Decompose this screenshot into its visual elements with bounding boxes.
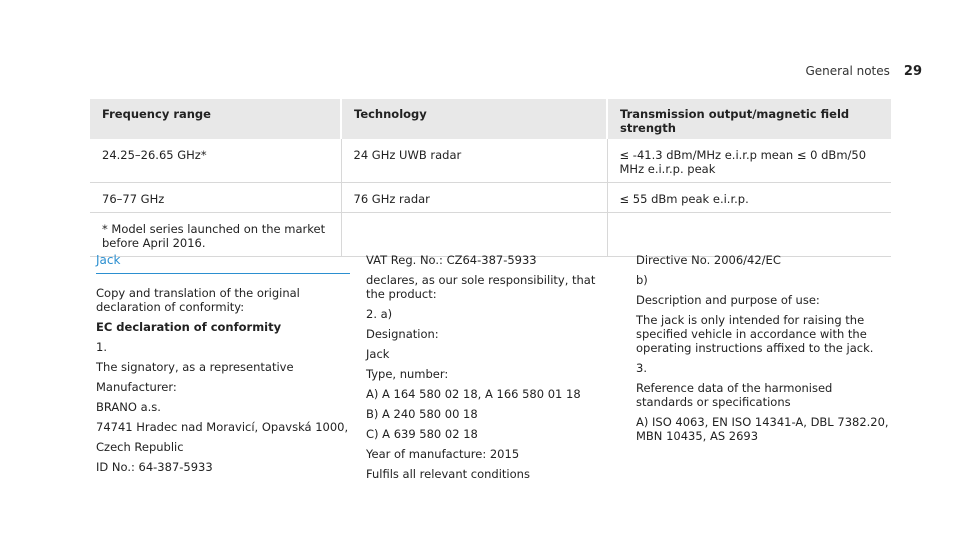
paragraph: A) ISO 4063, EN ISO 14341-A, DBL 7382.20, MBN 10435, AS 2693 bbox=[636, 415, 889, 443]
jack-heading: Jack bbox=[96, 253, 121, 267]
table-cell: 24.25–26.65 GHz* bbox=[90, 139, 341, 183]
table-cell: ≤ -41.3 dBm/MHz e.i.r.p mean ≤ 0 dBm/50 MHz e.i.r.p. peak bbox=[607, 139, 891, 183]
header-frequency-range: Frequency range bbox=[90, 99, 341, 139]
table-header-row bbox=[90, 99, 891, 139]
paragraph: declares, as our sole responsibility, that the product: bbox=[366, 273, 596, 301]
text-column-3 bbox=[636, 253, 892, 449]
text-column-2 bbox=[366, 253, 616, 487]
table-cell bbox=[341, 213, 607, 257]
page-number: 29 bbox=[903, 64, 922, 79]
page-header bbox=[806, 64, 923, 79]
paragraph: The jack is only intended for raising the specified vehicle in accordance with the operating instructions affixed to the jack. bbox=[636, 313, 874, 355]
paragraph: Year of manufacture: 2015 bbox=[366, 447, 520, 461]
paragraph: Copy and translation of the original declaration of conformity: bbox=[96, 286, 300, 314]
paragraph: Fulfils all relevant conditions bbox=[366, 467, 530, 481]
table-row bbox=[90, 139, 891, 183]
table-cell bbox=[607, 213, 891, 257]
paragraph: Reference data of the harmonised standards or specifications bbox=[636, 381, 833, 409]
paragraph: Jack bbox=[366, 347, 390, 361]
paragraph: 1. bbox=[96, 340, 107, 354]
paragraph: 2. a) bbox=[366, 307, 393, 321]
paragraph: A) A 164 580 02 18, A 166 580 01 18 bbox=[366, 387, 581, 401]
paragraph: b) bbox=[636, 273, 648, 287]
section-title: General notes bbox=[805, 64, 890, 78]
ec-declaration-title: EC declaration of conformity bbox=[96, 320, 282, 334]
paragraph: Czech Republic bbox=[96, 440, 184, 454]
paragraph: B) A 240 580 00 18 bbox=[366, 407, 478, 421]
paragraph: VAT Reg. No.: CZ64-387-5933 bbox=[366, 253, 537, 267]
frequency-table bbox=[90, 99, 891, 257]
paragraph: 74741 Hradec nad Moravicí, Opavská 1000, bbox=[96, 420, 349, 434]
paragraph: BRANO a.s. bbox=[96, 400, 161, 414]
paragraph: 3. bbox=[636, 361, 647, 375]
text-column-1 bbox=[96, 253, 352, 480]
table-row bbox=[90, 213, 891, 257]
paragraph: The signatory, as a representative bbox=[96, 360, 294, 374]
table-cell: 76–77 GHz bbox=[90, 183, 341, 213]
paragraph: ID No.: 64-387-5933 bbox=[96, 460, 213, 474]
table-cell: ≤ 55 dBm peak e.i.r.p. bbox=[607, 183, 891, 213]
paragraph: Type, number: bbox=[366, 367, 449, 381]
paragraph: C) A 639 580 02 18 bbox=[366, 427, 478, 441]
paragraph: Manufacturer: bbox=[96, 380, 177, 394]
table-cell: 24 GHz UWB radar bbox=[341, 139, 607, 183]
header-transmission-output: Transmission output/magnetic field strength bbox=[607, 99, 891, 139]
table-footnote-cell: * Model series launched on the market before April 2016. bbox=[90, 213, 341, 257]
heading-rule bbox=[96, 273, 350, 274]
paragraph: Designation: bbox=[366, 327, 439, 341]
header-technology: Technology bbox=[341, 99, 607, 139]
paragraph: Directive No. 2006/42/EC bbox=[636, 253, 781, 267]
paragraph: Description and purpose of use: bbox=[636, 293, 820, 307]
table-row bbox=[90, 183, 891, 213]
table-cell: 76 GHz radar bbox=[341, 183, 607, 213]
